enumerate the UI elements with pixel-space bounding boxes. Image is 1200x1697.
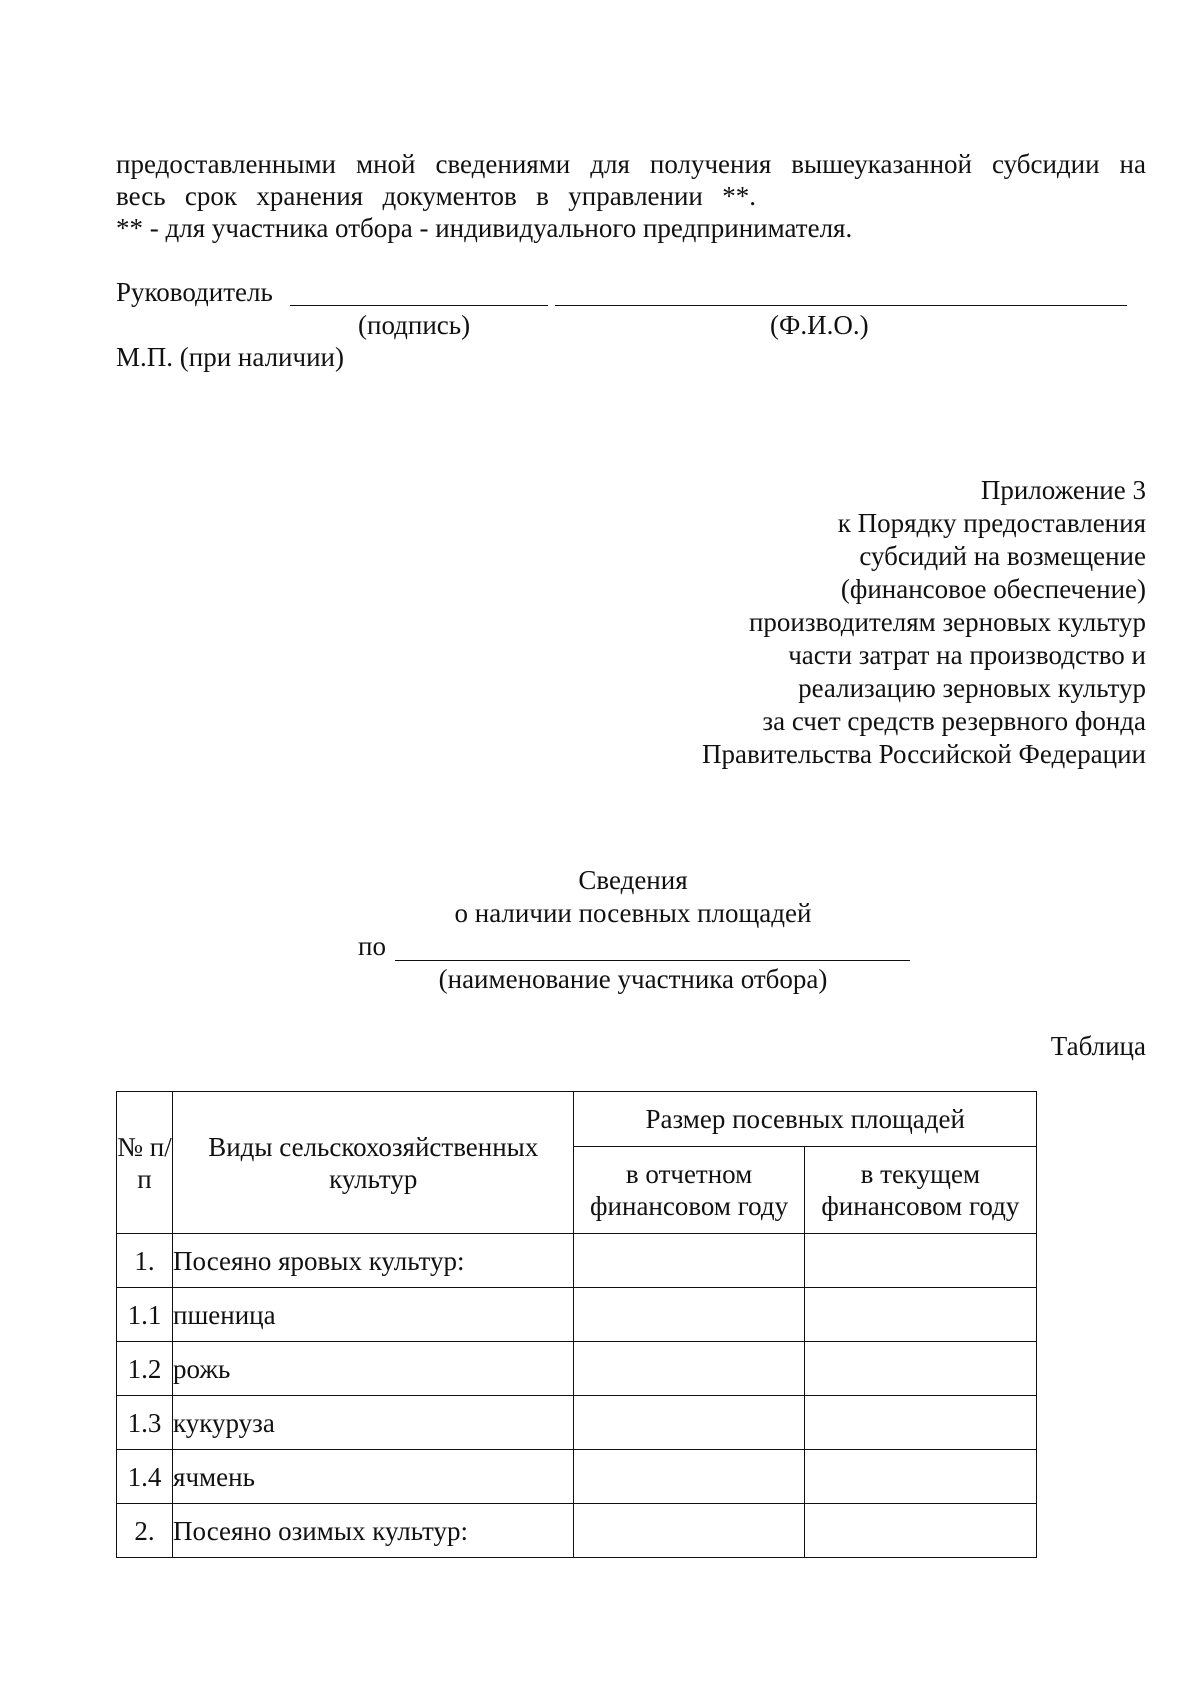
table-row (117, 1288, 1037, 1342)
paragraph-line-1: предоставленными мной сведениями для получения вышеуказанной субсидии на (116, 149, 1146, 179)
appendix-line: к Порядку предоставления (837, 508, 1146, 538)
row-current-year-value[interactable] (804, 1504, 1036, 1558)
row-current-year-value[interactable] (804, 1396, 1036, 1450)
by-label: по (358, 931, 386, 961)
row-crop-kind: ячмень (173, 1450, 574, 1504)
paragraph-line-2: весь срок хранения документов в управлении **. (116, 181, 756, 211)
row-current-year-value[interactable] (804, 1342, 1036, 1396)
participant-name-field[interactable] (395, 960, 910, 961)
row-reporting-year-value[interactable] (574, 1288, 804, 1342)
row-crop-kind: пшеница (173, 1288, 574, 1342)
table-header-row (117, 1092, 1037, 1147)
appendix-line: реализацию зерновых культур (798, 673, 1146, 703)
header-crop-kind: Виды сельскохозяйственных культур (173, 1092, 574, 1234)
row-number: 1.4 (117, 1450, 173, 1504)
appendix-line: за счет средств резервного фонда (762, 706, 1146, 736)
table-label: Таблица (1050, 1031, 1146, 1061)
row-number: 1. (117, 1234, 173, 1288)
name-caption: (Ф.И.О.) (770, 310, 869, 340)
footnote: ** - для участника отбора - индивидуального предпринимателя. (116, 213, 853, 243)
row-crop-kind: рожь (173, 1342, 574, 1396)
document-subtitle: о наличии посевных площадей (454, 898, 812, 928)
appendix-line: субсидий на возмещение (859, 541, 1146, 571)
appendix-line: части затрат на производство и (788, 640, 1146, 670)
table-row (117, 1342, 1037, 1396)
crop-area-table (116, 1091, 1037, 1558)
signature-caption: (подпись) (358, 310, 471, 340)
table-row (117, 1450, 1037, 1504)
row-reporting-year-value[interactable] (574, 1234, 804, 1288)
row-number: 1.1 (117, 1288, 173, 1342)
row-reporting-year-value[interactable] (574, 1504, 804, 1558)
row-crop-kind: кукуруза (173, 1396, 574, 1450)
row-current-year-value[interactable] (804, 1234, 1036, 1288)
appendix-line: Приложение 3 (980, 475, 1146, 505)
signature-field[interactable] (290, 305, 548, 306)
header-area-size: Размер посевных площадей (574, 1092, 1037, 1147)
table-row (117, 1234, 1037, 1288)
row-number: 1.3 (117, 1396, 173, 1450)
table-row (117, 1396, 1037, 1450)
table-row (117, 1504, 1037, 1558)
row-reporting-year-value[interactable] (574, 1342, 804, 1396)
row-reporting-year-value[interactable] (574, 1396, 804, 1450)
row-crop-kind: Посеяно озимых культур: (173, 1504, 574, 1558)
appendix-line: Правительства Российской Федерации (702, 739, 1146, 769)
row-number: 2. (117, 1504, 173, 1558)
appendix-line: производителям зерновых культур (748, 607, 1146, 637)
header-current-year: в текущем финансовом году (804, 1147, 1036, 1234)
name-field[interactable] (555, 305, 1127, 306)
header-number: № п/п (117, 1092, 173, 1234)
row-number: 1.2 (117, 1342, 173, 1396)
document-title: Сведения (578, 865, 688, 895)
header-reporting-year: в отчетном финансовом году (574, 1147, 804, 1234)
signature-label: Руководитель (116, 277, 273, 307)
row-reporting-year-value[interactable] (574, 1450, 804, 1504)
row-current-year-value[interactable] (804, 1450, 1036, 1504)
row-crop-kind: Посеяно яровых культур: (173, 1234, 574, 1288)
stamp-note: М.П. (при наличии) (116, 342, 344, 372)
participant-caption: (наименование участника отбора) (438, 964, 828, 994)
row-current-year-value[interactable] (804, 1288, 1036, 1342)
appendix-line: (финансовое обеспечение) (840, 574, 1146, 604)
